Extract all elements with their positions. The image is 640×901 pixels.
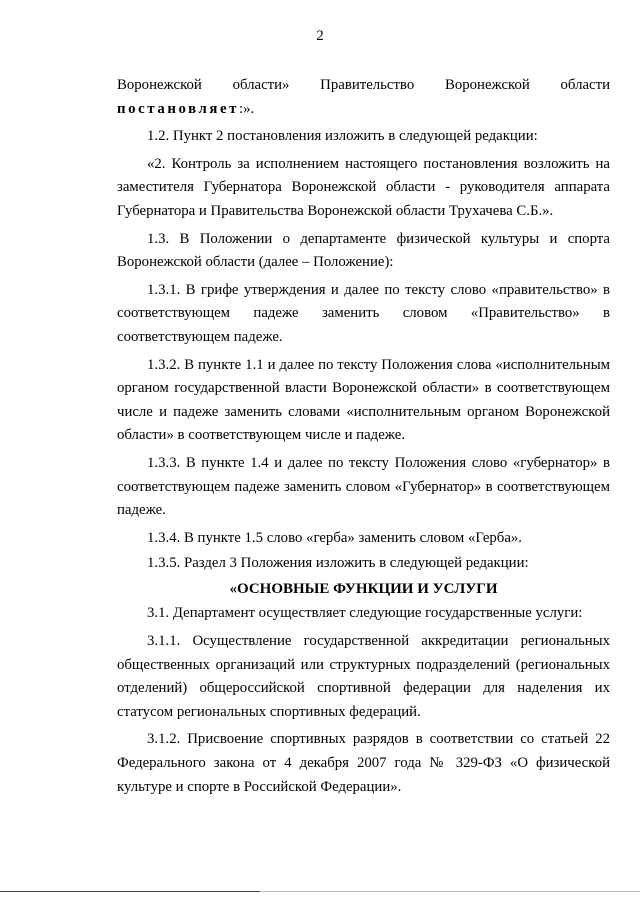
section-heading: «ОСНОВНЫЕ ФУНКЦИИ И УСЛУГИ <box>229 580 498 597</box>
paragraph-continuation-line1: Воронежской области» Правительство Воронежской области <box>117 77 610 93</box>
paragraph-1-3-1: 1.3.1. В грифе утверждения и далее по тексту слово «правительство» в соответствующем падеже заменить словом «Правительство» в соответствующем падеже. <box>117 281 610 345</box>
paragraph-1-3: 1.3. В Положении о департаменте физической культуры и спорта Воронежской области (далее – Положение): <box>117 230 610 271</box>
spaced-keyword: постановляет <box>117 100 240 117</box>
paragraph-3-1-1: 3.1.1. Осуществление государственной аккредитации региональных общественных организаций или структурных подразделений (региональных отделений) общероссийской спортивной федерации для наделения их статусом региональных спортивных федераций. <box>117 633 610 720</box>
paragraph-1-3-2: 1.3.2. В пункте 1.1 и далее по тексту Положения слова «исполнительным органом государственной власти Воронежской области» в соответствующем числе и падеже заменить словами «исполнительным органом Воронежской области» в соответствующем числе и падеже. <box>117 356 610 444</box>
paragraph-1-3-5: 1.3.5. Раздел 3 Положения изложить в следующей редакции: <box>147 555 529 572</box>
paragraph-3-1: 3.1. Департамент осуществляет следующие государственные услуги: <box>147 605 583 622</box>
page-number: 2 <box>316 28 324 44</box>
paragraph-1-3-3: 1.3.3. В пункте 1.4 и далее по тексту Положения слово «губернатор» в соответствующем падеже заменить словом «Губернатор» в соответствующем падеже. <box>117 454 610 519</box>
paragraph-3-1-2: 3.1.2. Присвоение спортивных разрядов в соответствии со статьей 22 Федерального закона от 4 декабря 2007 года № 329-ФЗ «О физической культуре и спорте в Российской Федерации». <box>117 731 610 795</box>
paragraph-1-2: 1.2. Пункт 2 постановления изложить в следующей редакции: <box>147 128 538 145</box>
keyword-tail: :». <box>239 100 255 117</box>
paragraph-continuation-line2 <box>117 98 610 122</box>
scan-edge-line <box>0 891 640 893</box>
document-body <box>117 74 610 799</box>
paragraph-1-3-4: 1.3.4. В пункте 1.5 слово «герба» заменить словом «Герба». <box>147 529 522 546</box>
paragraph-quote-2: «2. Контроль за исполнением настоящего постановления возложить на заместителя Губернатора Воронежской области - руководителя аппарата Губернатора и Правительства Воронежской области Трухачева С.Б.». <box>117 155 610 219</box>
